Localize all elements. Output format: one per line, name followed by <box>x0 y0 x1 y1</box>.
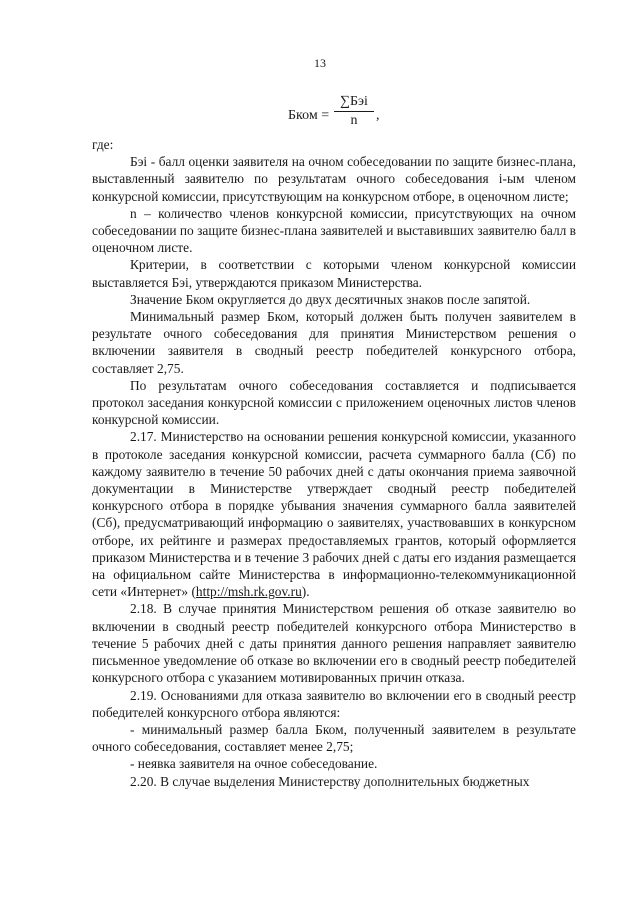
paragraph-2-17 <box>92 428 576 600</box>
paragraph-2-20: 2.20. В случае выделения Министерству дополнительных бюджетных <box>130 773 530 789</box>
paragraph-protocol: По результатам очного собеседования составляется и подписывается протокол заседания конкурсной комиссии с приложением оценочных листов членов конкурсной комиссии. <box>92 377 576 428</box>
ministry-website-link[interactable]: http://msh.rk.gov.ru <box>195 584 302 600</box>
formula-bkom <box>288 94 408 134</box>
formula-lhs: Бком = <box>288 108 330 123</box>
paragraph-2-17-text: 2.17. Министерство на основании решения конкурсной комиссии, указанного в протоколе заседания конкурсной комиссии, расчета суммарного балла (Сб) по каждому заявителю в течение 50 рабочих дней с даты окончания приема заявочной документации в Министерстве утверждает сводный реестр победителей конкурсного отбора в порядке убывания значения суммарного балла заявителей (Сб), предусматривающий информацию о заявителях, участвовавших в конкурсном отборе, их рейтинге и размерах предоставляемых грантов, который оформляется приказом Министерства и в течение 3 рабочих дней с даты его издания размещается на официальном сайте Министерства в информационно-телекоммуникационной сети «Интернет» ( <box>92 429 576 600</box>
paragraph-n-definition: n – количество членов конкурсной комиссии, присутствующих на очном собеседовании по защите бизнес-плана заявителей и выставивших заявителю балл в оценочном листе. <box>92 205 576 256</box>
formula-trail: , <box>376 108 380 123</box>
document-body <box>92 136 576 790</box>
paragraph-be-definition: Бэi - балл оценки заявителя на очном собеседовании по защите бизнес-плана, выставленный заявителю по результатам очного собеседования i-ым членом конкурсной комиссии, присутствующим на конкурсном отборе, в оценочном листе; <box>92 154 576 204</box>
list-item-min-score: - минимальный размер балла Бком, полученный заявителем в результате очного собеседования, составляет менее 2,75; <box>92 721 576 755</box>
formula-denominator: n <box>350 113 358 128</box>
paragraph-minimum: Минимальный размер Бком, который должен быть получен заявителем в результате очного собеседования для принятия Министерством решения о включении заявителя в сводный реестр победителей конкурсного отбора, составляет 2,75. <box>92 309 576 376</box>
paragraph-2-18: 2.18. В случае принятия Министерством решения об отказе заявителю во включении в сводный реестр победителей конкурсного отбора Министерство в течение 5 рабочих дней с даты принятия данного решения направляет заявителю письменное уведомление об отказе во включении его в сводный реестр победителей конкурсного отбора с указанием мотивированных причин отказа. <box>92 601 576 686</box>
page-number: 13 <box>314 56 326 70</box>
formula-fraction <box>334 94 374 130</box>
paragraph-2-17-end: ). <box>301 584 310 600</box>
paragraph-rounding: Значение Бком округляется до двух десятичных знаков после запятой. <box>130 291 531 307</box>
paragraph-criteria: Критерии, в соответствии с которыми членом конкурсной комиссии выставляется Бэi, утверждаются приказом Министерства. <box>92 257 576 290</box>
paragraph-where: где: <box>92 137 114 152</box>
list-item-no-show: - неявка заявителя на очное собеседование. <box>130 756 378 772</box>
paragraph-2-19: 2.19. Основаниями для отказа заявителю во включении его в сводный реестр победителей конкурсного отбора являются: <box>92 687 576 720</box>
formula-numerator: ∑Бэi <box>334 94 374 112</box>
